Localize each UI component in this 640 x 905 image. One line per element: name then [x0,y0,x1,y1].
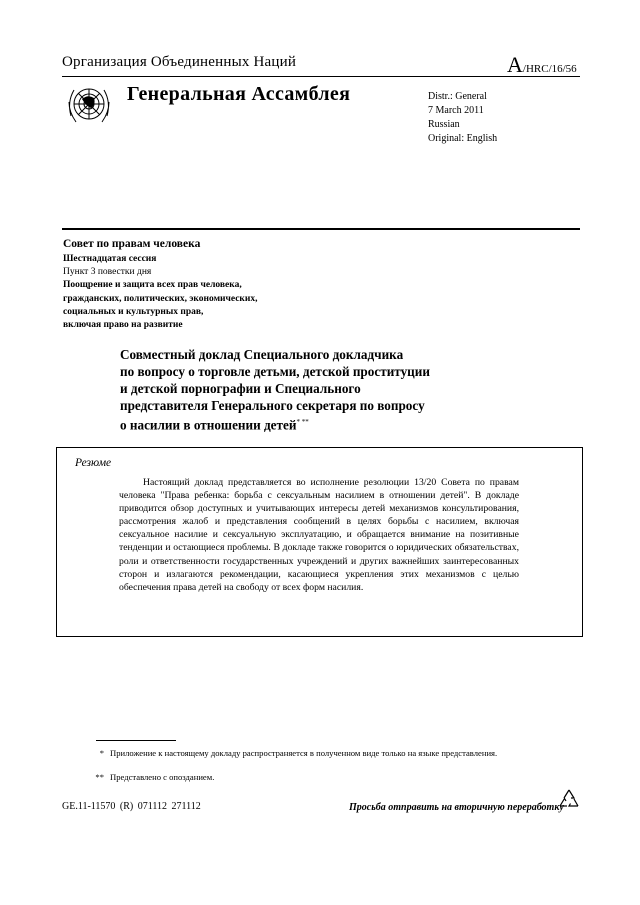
general-assembly-title: Генеральная Ассамблея [127,83,351,105]
footnote-mark: * [99,748,104,758]
agenda-title-line: гражданских, политических, экономических, [63,293,258,304]
report-title-line: о насилии в отношении детей [120,417,297,433]
section-rule [62,228,580,230]
council-name: Совет по правам человека [63,238,201,250]
organization-name: Организация Объединенных Наций [62,54,297,70]
abstract-label: Резюме [75,457,112,469]
symbol-letter: A [507,52,523,77]
distribution-block [428,90,497,146]
session-block [63,253,258,332]
footnote-mark: ** [95,772,104,782]
document-number: GE.11-11570 (R) 071112 271112 [62,801,201,812]
document-symbol [507,52,577,78]
distribution-line: Original: English [428,133,498,144]
report-title-line: представителя Генерального секретаря по вопросу [120,398,425,413]
abstract-box [56,447,583,637]
report-title [120,346,520,433]
footnote [99,747,530,759]
agenda-item: Пункт 3 повестки дня [63,267,152,278]
agenda-title-line: социальных и культурных прав, [63,306,204,317]
report-title-line: по вопросу о торговле детьми, детской проституции [120,364,430,379]
footnote [95,771,530,783]
recycle-icon [558,788,580,810]
distribution-line: Distr.: General [428,91,487,102]
un-emblem-icon [64,82,114,130]
report-title-line: Совместный доклад Специального докладчика [120,347,404,362]
session-name: Шестнадцатая сессия [63,254,157,264]
footnote-marks: * ** [296,418,309,426]
footnote-rule [96,740,176,741]
distribution-line: 7 March 2011 [428,105,484,116]
symbol-number: /HRC/16/56 [522,63,577,75]
footnote-text: Представлено с опозданием. [110,772,215,782]
agenda-title-line: включая право на развитие [63,320,183,331]
abstract-text: Настоящий доклад представляется во исполнение резолюции 13/20 Совета по правам человека "Права ребенка: борьба с сексуальным насилием в отношении детей". В докладе приводится обзор доступных и учитывающих интересы детей механизмов консультирования, рассмотрения жалоб и представления сообщений в целях борьбы с насилием, включая сексуальное насилие и сексуальную эксплуатацию, и обращается внимание на позитивные тенденции и остающиеся проблемы. В докладе также говорится о юридических обязательствах, роли и ответственности государственных учреждений и других важнейших заинтересованных сторон и излагаются рекомендации, касающиеся укрепления этих механизмов с целью обеспечения права детей на свободу от всех форм насилия. [119,477,519,593]
distribution-line: Russian [428,119,460,130]
header-rule [62,76,580,77]
agenda-title-line: Поощрение и защита всех прав человека, [63,280,242,291]
recycle-note: Просьба отправить на вторичную переработку [349,802,564,813]
footnote-text: Приложение к настоящему докладу распространяется в полученном виде только на языке представления. [110,748,498,758]
report-title-line: и детской порнографии и Специального [120,381,361,396]
